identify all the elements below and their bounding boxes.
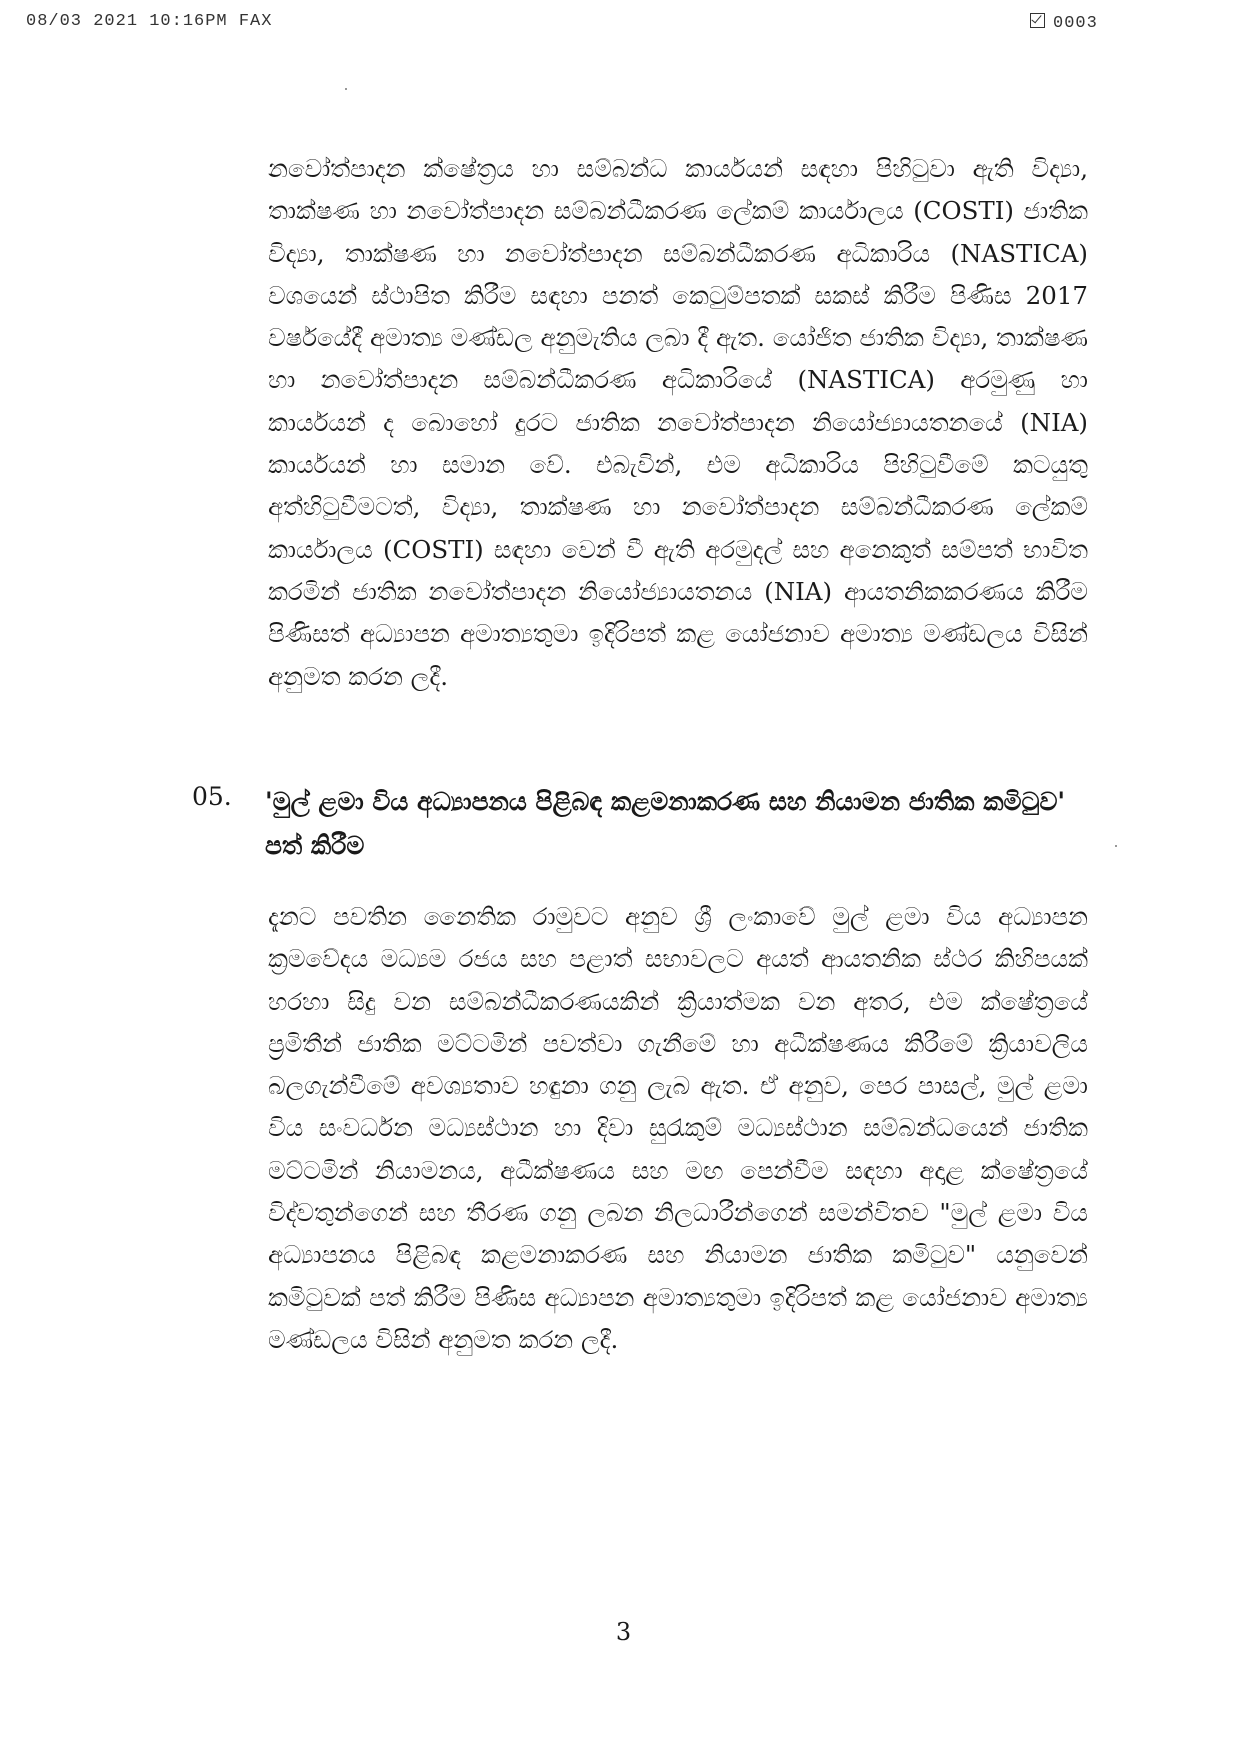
- fax-page-counter: [1030, 12, 1098, 33]
- checkbox-icon: [1030, 13, 1045, 28]
- fax-page-number: 0003: [1053, 14, 1098, 33]
- body-paragraph-2: දැනට පවතින නෛතික රාමුවට අනුව ශ්‍රී ලංකාවේ මුල් ළමා විය අධ්‍යාපන ක්‍රමවේදය මධ්‍යම රජය සහ පළාත් සභාවලට අයත් ආයතනික ස්ථර කිහිපයක් හරහා සිදු වන සම්බන්ධීකරණයකින් ක්‍රියාත්මක වන අතර, එම ක්ෂේත්‍රයේ ප්‍රමිතීන් ජාතික මට්ටමින් පවත්වා ගැනීමේ හා අධීක්ෂණය කිරීමේ ක්‍රියාවලිය බලගැන්වීමේ අවශ්‍යතාව හඳුනා ගනු ලැබ ඇත. ඒ අනුව, පෙර පාසල්, මුල් ළමා විය සංවර්ධන මධ්‍යස්ථාන හා දිවා සුරැකුම් මධ්‍යස්ථාන සම්බන්ධයෙන් ජාතික මට්ටමින් නියාමනය, අධීක්ෂණය සහ මඟ පෙන්වීම සඳහා අදාළ ක්ෂේත්‍රයේ විද්වතුන්ගෙන් සහ තීරණ ගනු ලබන නිලධාරීන්ගෙන් සමන්විතව "මුල් ළමා විය අධ්‍යාපනය පිළිබඳ කළමනාකරණ සහ නියාමන ජාතික කමිටුව" යනුවෙන් කමිටුවක් පත් කිරීම පිණිස අධ්‍යාපන අමාත්‍යතුමා ඉදිරිපත් කළ යෝජනාව අමාත්‍ය මණ්ඩලය විසින් අනුමත කරන ලදී.: [268, 902, 1088, 1354]
- section-heading: 'මුල් ළමා විය අධ්‍යාපනය පිළිබඳ කළමනාකරණ සහ නියාමන ජාතික කමිටුව' පත් කිරීම: [265, 787, 1066, 860]
- section-number: 05.: [192, 782, 232, 811]
- fax-header: [0, 10, 1247, 36]
- fax-timestamp: 08/03 2021 10:16PM FAX: [26, 12, 273, 31]
- page-number: 3: [615, 1618, 632, 1646]
- scan-speck: [1115, 845, 1117, 847]
- scan-speck: [345, 88, 347, 90]
- body-paragraph-1: නවෝත්පාදන ක්ෂේත්‍රය හා සම්බන්ධ කාර්යයන් සඳහා පිහිටුවා ඇති විද්‍යා, තාක්ෂණ හා නවෝත්පාදන සම්බන්ධීකරණ ලේකම් කාර්යාලය (COSTI) ජාතික විද්‍යා, තාක්ෂණ හා නවෝත්පාදන සම්බන්ධීකරණ අධිකාරිය (NASTICA) වශයෙන් ස්ථාපිත කිරීම සඳහා පනත් කෙටුම්පතක් සකස් කිරීම පිණිස 2017 වර්ෂයේදී අමාත්‍ය මණ්ඩල අනුමැතිය ලබා දී ඇත. යෝජිත ජාතික විද්‍යා, තාක්ෂණ හා නවෝත්පාදන සම්බන්ධීකරණ අධිකාරියේ (NASTICA) අරමුණු හා කාර්යයන් ද බොහෝ දුරට ජාතික නවෝත්පාදන නියෝජ්‍යායතනයේ (NIA) කාර්යයන් හා සමාන වේ. එබැවින්, එම අධිකාරිය පිහිටුවීමේ කටයුතු අත්හිටුවීමටත්, විද්‍යා, තාක්ෂණ හා නවෝත්පාදන සම්බන්ධීකරණ ලේකම් කාර්යාලය (COSTI) සඳහා වෙන් වී ඇති අරමුදල් සහ අනෙකුත් සම්පත් භාවිත කරමින් ජාතික නවෝත්පාදන නියෝජ්‍යායතනය (NIA) ආයතනිකකරණය කිරීම පිණිසත් අධ්‍යාපන අමාත්‍යතුමා ඉදිරිපත් කළ යෝජනාව අමාත්‍ය මණ්ඩලය විසින් අනුමත කරන ලදී.: [268, 154, 1088, 691]
